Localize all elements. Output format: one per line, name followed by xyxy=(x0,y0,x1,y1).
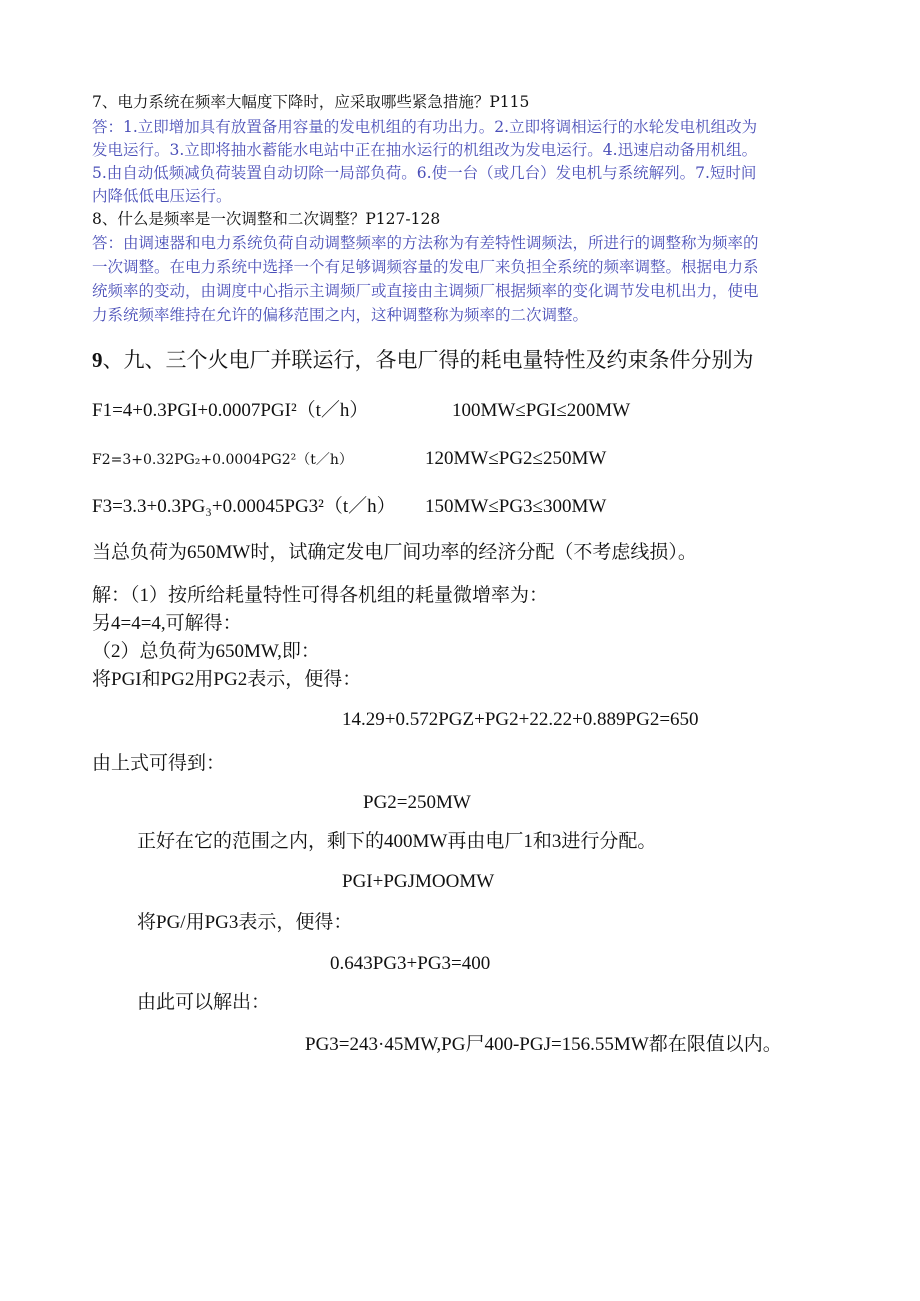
equation-1: 14.29+0.572PGZ+PG2+22.22+0.889PG2=650 xyxy=(342,709,699,730)
formula-f3: F3=3.3+0.3PG₃+0.00045PG3²（t／h） xyxy=(92,496,396,517)
q9-title-text: 、九、三个火电厂并联运行，各电厂得的耗电量特性及约束条件分别为 xyxy=(102,348,754,372)
solution-step-3: （2）总负荷为650MW,即： xyxy=(92,641,320,662)
q7-answer-line: 发电运行。3.立即将抽水蓄能水电站中正在抽水运行的机组改为发电运行。4.迅速启动备用机组。 xyxy=(92,141,758,159)
equation-2: PG2=250MW xyxy=(363,792,471,813)
solution-step-8: 由此可以解出： xyxy=(137,992,271,1013)
constraint-f3: 150MW≤PG3≤300MW xyxy=(425,496,607,517)
q8-answer-line: 答：由调速器和电力系统负荷自动调整频率的方法称为有差特性调频法，所进行的调整称为频率的 xyxy=(92,234,759,252)
q8-answer-line: 一次调整。在电力系统中选择一个有足够调频容量的发电厂来负担全系统的频率调整。根据电力系 xyxy=(92,258,759,276)
solution-step-6: 正好在它的范围之内，剩下的400MW再由电厂1和3进行分配。 xyxy=(137,831,657,852)
equation-5: PG3=243·45MW,PG尸400-PGJ=156.55MW都在限值以内。 xyxy=(305,1034,782,1055)
q7-answer-line: 答：1.立即增加具有放置备用容量的发电机组的有功出力。2.立即将调相运行的水轮发电机组改为 xyxy=(92,118,758,136)
equation-3: PGI+PGJMOOMW xyxy=(342,871,495,892)
q7-answer-line: 5.由自动低频减负荷装置自动切除一局部负荷。6.使一台（或几台）发电机与系统解列。7.短时间 xyxy=(92,164,757,182)
q8-question: 8、什么是频率是一次调整和二次调整？P127-128 xyxy=(92,210,441,228)
load-statement: 当总负荷为650MW时，试确定发电厂间功率的经济分配（不考虑线损）。 xyxy=(92,542,697,563)
solution-step-2: 另4=4=4,可解得： xyxy=(92,613,242,634)
solution-step-7: 将PG/用PG3表示，便得： xyxy=(137,912,353,933)
solution-step-4: 将PGI和PG2用PG2表示，便得： xyxy=(92,669,362,690)
formula-f1: F1=4+0.3PGI+0.0007PGI²（t／h） xyxy=(92,400,369,421)
q9-title xyxy=(92,344,754,374)
q7-answer-line: 内降低低电压运行。 xyxy=(92,187,232,205)
formula-f2: F2=3+0.32PG₂+0.0004PG2²（t／h） xyxy=(92,452,353,468)
q8-answer-line: 力系统频率维持在允许的偏移范围之内，这种调整称为频率的二次调整。 xyxy=(92,306,589,324)
solution-step-5: 由上式可得到： xyxy=(92,753,226,774)
solution-step-1: 解：（1）按所给耗量特性可得各机组的耗量微增率为： xyxy=(92,585,549,606)
constraint-f1: 100MW≤PGI≤200MW xyxy=(452,400,631,421)
constraint-f2: 120MW≤PG2≤250MW xyxy=(425,448,607,469)
q7-question: 7、电力系统在频率大幅度下降时，应采取哪些紧急措施？P115 xyxy=(92,93,530,111)
q8-answer-line: 统频率的变动，由调度中心指示主调频厂或直接由主调频厂根据频率的变化调节发电机出力，使电 xyxy=(92,282,759,300)
equation-4: 0.643PG3+PG3=400 xyxy=(330,953,491,974)
q9-number: 9 xyxy=(92,348,103,372)
